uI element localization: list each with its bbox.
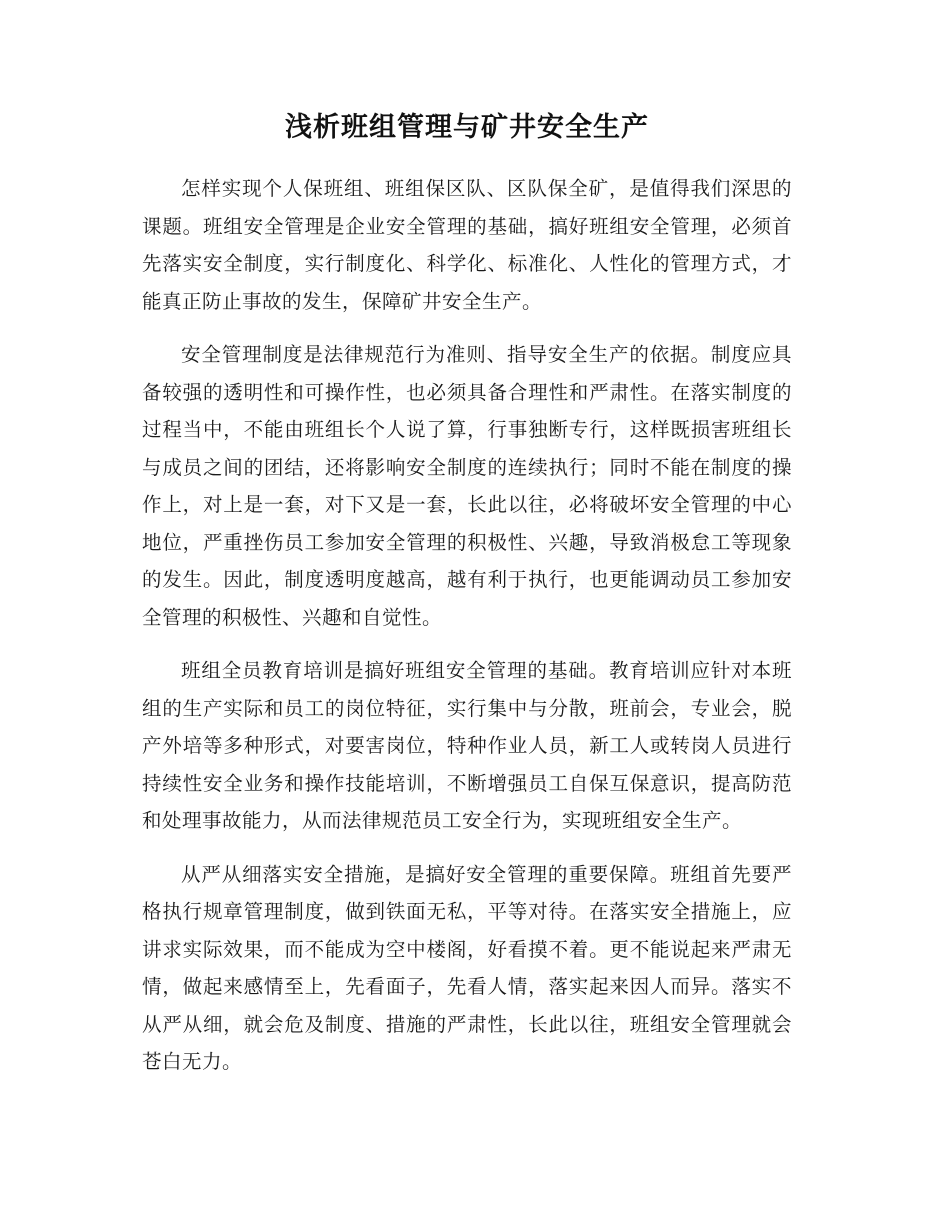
document-title: 浅析班组管理与矿井安全生产 — [285, 112, 649, 143]
paragraph-3: 班组全员教育培训是搞好班组安全管理的基础。教育培训应针对本班组的生产实际和员工的岗位特征，实行集中与分散，班前会，专业会，脱产外培等多种形式，对要害岗位，特种作业人员，新工人或转岗人员进行持续性安全业务和操作技能培训，不断增强员工自保互保意识，提高防范和处理事故能力，从而法律规范员工安全行为，实现班组安全生产。 — [142, 659, 792, 832]
paragraph-4: 从严从细落实安全措施，是搞好安全管理的重要保障。班组首先要严格执行规章管理制度，做到铁面无私，平等对待。在落实安全措施上，应讲求实际效果，而不能成为空中楼阁，好看摸不着。更不能说起来严肃无情，做起来感情至上，先看面子，先看人情，落实起来因人而异。落实不从严从细，就会危及制度、措施的严肃性，长此以往，班组安全管理就会苍白无力。 — [142, 862, 792, 1073]
paragraph-2: 安全管理制度是法律规范行为准则、指导安全生产的依据。制度应具备较强的透明性和可操作性，也必须具备合理性和严肃性。在落实制度的过程当中，不能由班组长个人说了算，行事独断专行，这样既损害班组长与成员之间的团结，还将影响安全制度的连续执行；同时不能在制度的操作上，对上是一套，对下又是一套，长此以往，必将破坏安全管理的中心地位，严重挫伤员工参加安全管理的积极性、兴趣，导致消极怠工等现象的发生。因此，制度透明度越高，越有利于执行，也更能调动员工参加安全管理的积极性、兴趣和自觉性。 — [142, 343, 792, 629]
paragraph-1: 怎样实现个人保班组、班组保区队、区队保全矿，是值得我们深思的课题。班组安全管理是企业安全管理的基础，搞好班组安全管理，必须首先落实安全制度，实行制度化、科学化、标准化、人性化的管理方式，才能真正防止事故的发生，保障矿井安全生产。 — [142, 177, 792, 313]
document-page — [142, 108, 792, 1097]
